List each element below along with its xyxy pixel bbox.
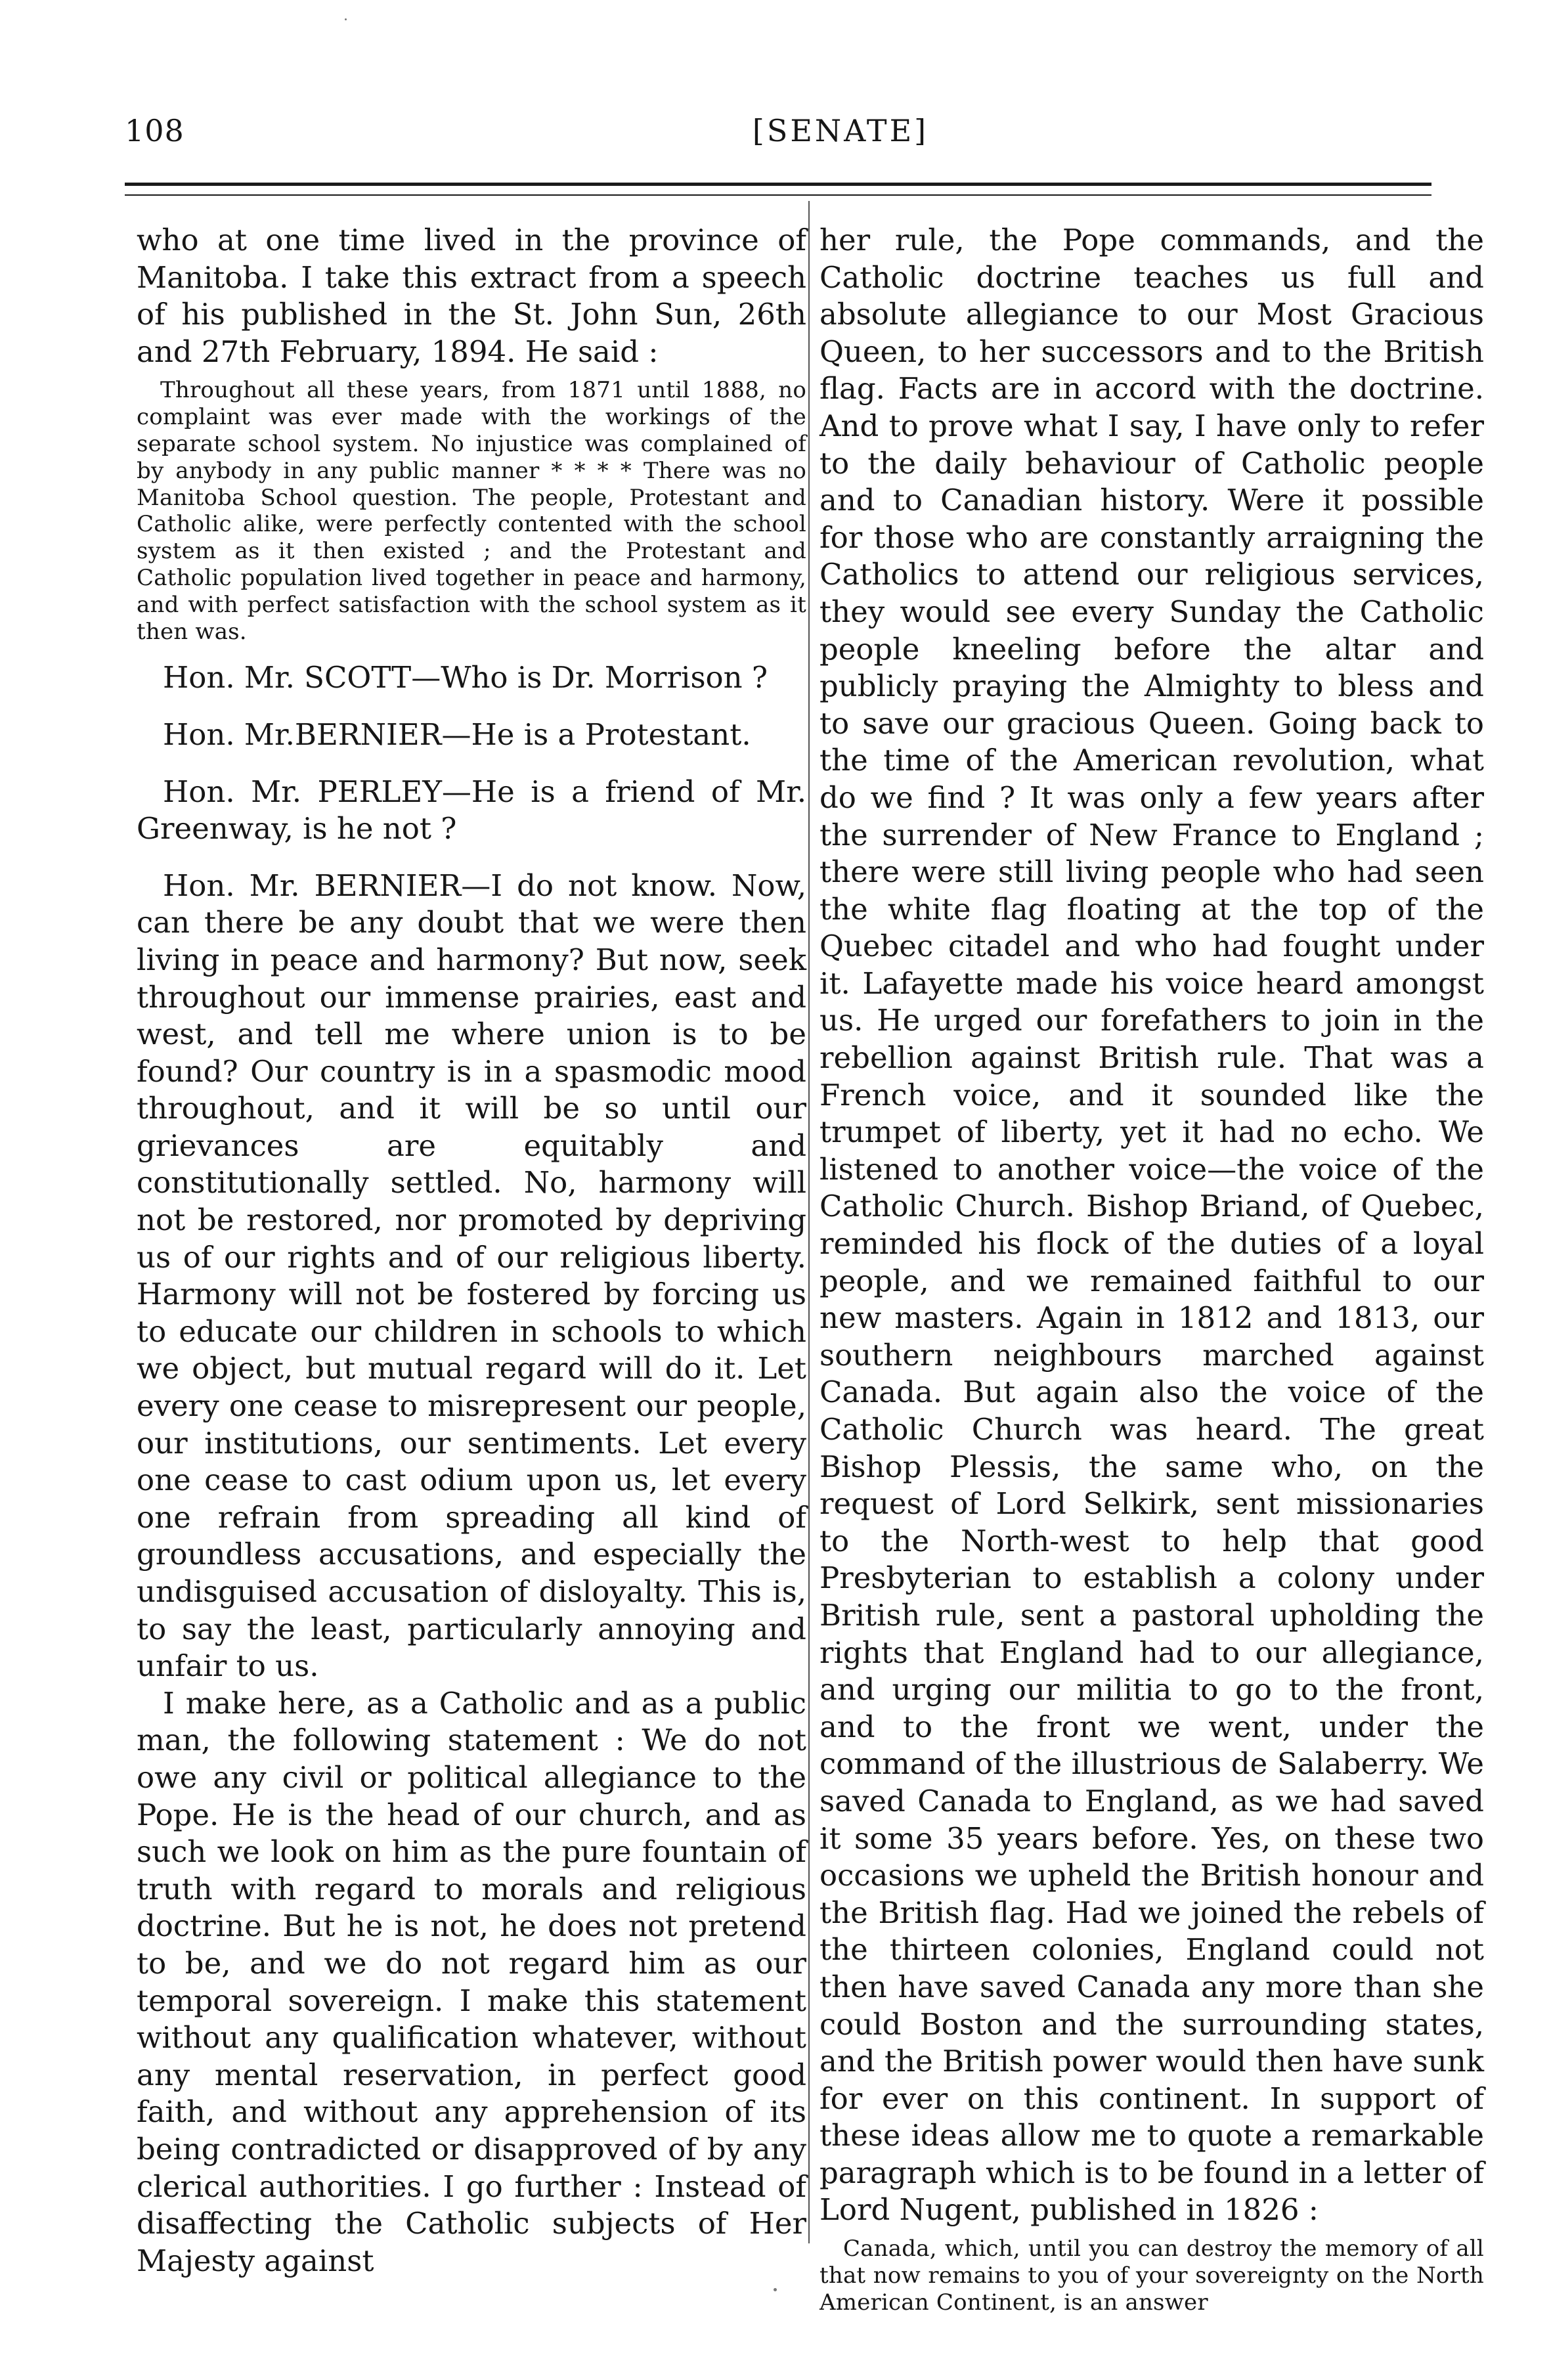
page-number: 108 [125, 113, 185, 148]
right-block-quote: Canada, which, until you can destroy the memory of all that now remains to you of your sovereignty on the North American Continent, is an answer [819, 2236, 1484, 2316]
dialogue-bernier: Hon. Mr.BERNIER—He is a Protestant. [163, 716, 751, 752]
header-rule-thick [125, 183, 1431, 186]
dialogue-perley: Hon. Mr. PERLEY—He is a friend of Mr. Greenway, is he not ? [137, 774, 806, 847]
left-block-quote: Throughout all these years, from 1871 until 1888, no complaint was ever made with the workings of the separate school system. No injustice was complained of by anybody in any public manner * * * * There was no Manitoba School question. The people, Protestant and Catholic alike, were perfectly contented with the school system as it then existed ; and the Protestant and Catholic population lived together in peace and harmony, and with perfect satisfaction with the school system as it then was. [137, 377, 806, 645]
left-column [137, 222, 806, 2280]
print-speck [774, 2288, 777, 2291]
dialogue-scott: Hon. Mr. SCOTT—Who is Dr. Morrison ? [163, 660, 768, 695]
running-head: [SENATE] [752, 113, 929, 148]
right-column [819, 222, 1484, 2324]
column-divider [808, 201, 810, 2243]
right-paragraph-1: her rule, the Pope commands, and the Catholic doctrine teaches us full and absolute allegiance to our Most Gracious Queen, to her successors and to the British flag. Facts are in accord with the doctrine. And to prove what I say, I have only to refer to the daily behaviour of Catholic people and to Canadian history. Were it possible for those who are constantly arraigning the Catholics to attend our religious services, they would see every Sunday the Catholic people kneeling before the altar and publicly praying the Almighty to bless and to save our gracious Queen. Going back to the time of the American revolution, what do we find ? It was only a few years after the surrender of New France to England ; there were still living people who had seen the white flag floating at the top of the Quebec citadel and who had fought under it. Lafayette made his voice heard amongst us. He urged our forefathers to join in the rebellion against British rule. That was a French voice, and it sounded like the trumpet of liberty, yet it had no echo. We listened to another voice—the voice of the Catholic Church. Bishop Briand, of Quebec, reminded his flock of the duties of a loyal people, and we remained faithful to our new masters. Again in 1812 and 1813, our southern neighbours marched against Canada. But again also the voice of the Catholic Church was heard. The great Bishop Plessis, the same who, on the request of Lord Selkirk, sent missionaries to the North-west to help that good Presbyterian to establish a colony under British rule, sent a pastoral upholding the rights that England had to our allegiance, and urging our militia to go to the front, and to the front we went, under the command of the illustrious de Salaberry. We saved Canada to England, as we had saved it some 35 years before. Yes, on these two occasions we upheld the British honour and the British flag. Had we joined the rebels of the thirteen colonies, England could not then have saved Canada any more than she could Boston and the surrounding states, and the British power would then have sunk for ever on this continent. In support of these ideas allow me to quote a remarkable paragraph which is to be found in a letter of Lord Nugent, published in 1826 : [819, 223, 1484, 2228]
left-paragraph-1: who at one time lived in the province of Manitoba. I take this extract from a speech of his published in the St. John Sun, 26th and 27th February, 1894. He said : [137, 223, 806, 369]
left-paragraph-2: Hon. Mr. BERNIER—I do not know. Now, can there be any doubt that we were then living in peace and harmony? But now, seek throughout our immense prairies, east and west, and tell me where union is to be found? Our country is in a spasmodic mood throughout, and it will be so until our grievances are equitably and constitutionally settled. No, harmony will not be restored, nor promoted by depriving us of our rights and of our religious liberty. Harmony will not be fostered by forcing us to educate our children in schools to which we object, but mutual regard will do it. Let every one cease to misrepresent our people, our institutions, our sentiments. Let every one cease to cast odium upon us, let every one refrain from spreading all kind of groundless accusations, and especially the undisguised accusation of disloyalty. This is, to say the least, particularly annoying and unfair to us. [137, 868, 806, 1684]
left-paragraph-3: I make here, as a Catholic and as a public man, the following statement : We do not owe any civil or political allegiance to the Pope. He is the head of our church, and as such we look on him as the pure fountain of truth with regard to morals and religious doctrine. But he is not, he does not pretend to be, and we do not regard him as our temporal sovereign. I make this statement without any qualification whatever, without any mental reservation, in perfect good faith, and without any apprehension of its being contradicted or disapproved of by any clerical authorities. I go further : Instead of disaffecting the Catholic subjects of Her Majesty against [137, 1685, 806, 2278]
print-speck [345, 18, 347, 20]
header-rule-thin [125, 194, 1431, 196]
